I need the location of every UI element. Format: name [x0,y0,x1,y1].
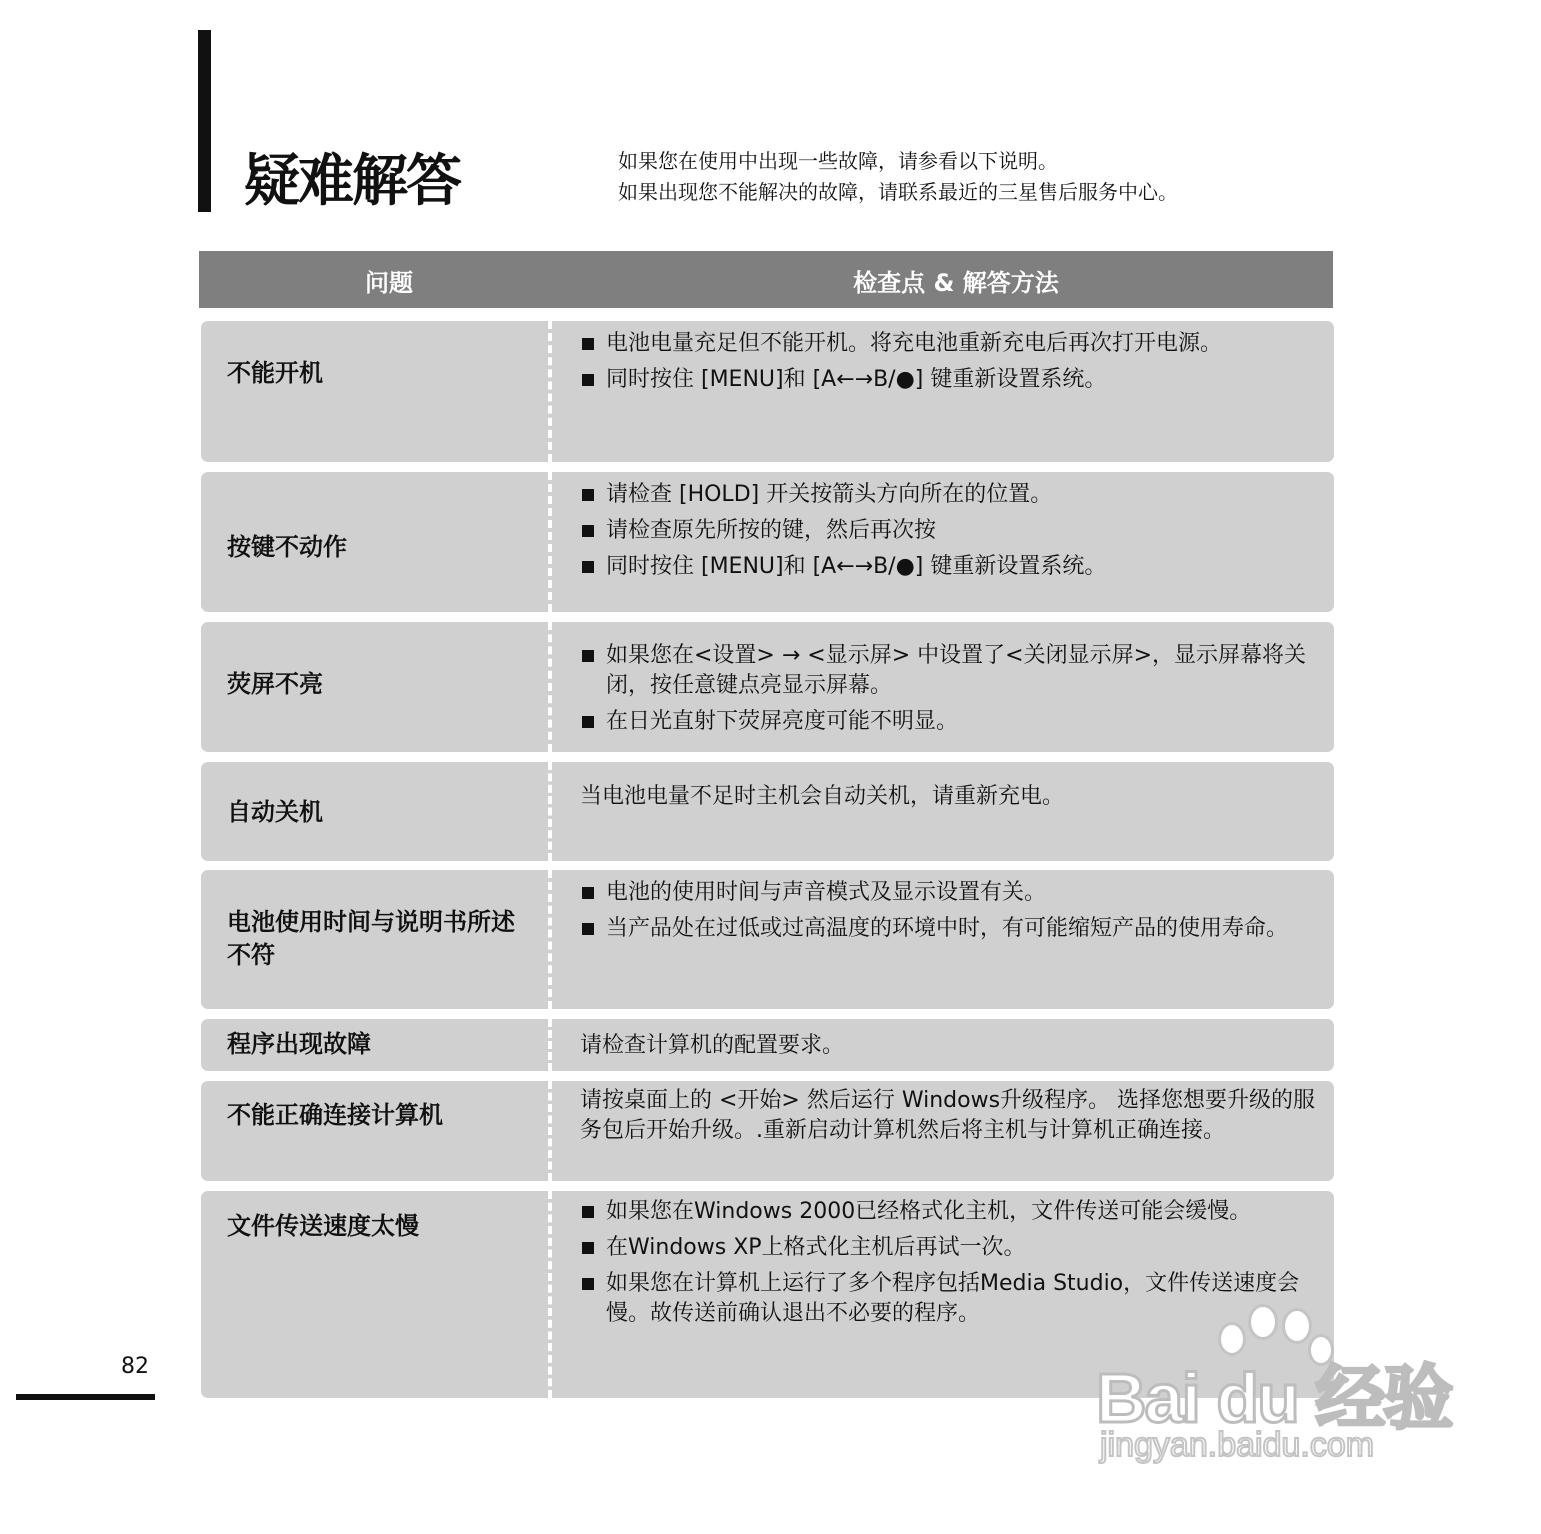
bullet-icon [582,1278,594,1290]
bullet-icon [582,525,594,537]
list-item: 电池的使用时间与声音模式及显示设置有关。 [580,878,1328,908]
intro-text [618,146,1178,208]
intro-line-2: 如果出现您不能解决的故障，请联系最近的三星售后服务中心。 [618,180,1178,204]
bullet-icon [582,561,594,573]
solution-cell [580,1031,1328,1061]
header-problem: 问题 [365,269,413,297]
bullet-icon [582,489,594,501]
bullet-icon [582,716,594,728]
list-item: 如果您在计算机上运行了多个程序包括Media Studio，文件传送速度会慢。故传送前确认退出不必要的程序。 [580,1269,1328,1329]
column-divider [548,622,552,752]
column-divider [548,472,552,612]
bullet-icon [582,650,594,662]
column-divider [548,321,552,462]
column-divider [548,1191,552,1398]
column-divider [548,762,552,861]
table-row [201,622,1334,752]
table-row [201,870,1334,1009]
list-item: 请检查 [HOLD] 开关按箭头方向所在的位置。 [580,480,1328,510]
table-row [201,321,1334,462]
watermark-brand: Bai du 经验 [1096,1359,1452,1437]
solution-cell [580,641,1328,743]
solution-text: 当电池电量不足时主机会自动关机，请重新充电。 [580,784,1065,809]
page-number: 82 [121,1354,149,1379]
solution-cell [580,1086,1328,1146]
problem-label: 按键不动作 [227,533,347,561]
bullet-icon [582,887,594,899]
column-divider [548,1019,552,1071]
list-item: 电池电量充足但不能开机。将充电池重新充电后再次打开电源。 [580,329,1328,359]
column-divider [548,1081,552,1181]
list-item: 在Windows XP上格式化主机后再试一次。 [580,1233,1328,1263]
paw-icon [1248,1304,1278,1340]
solution-text: 请检查计算机的配置要求。 [580,1033,845,1058]
problem-label: 自动关机 [227,798,323,826]
table-row [201,472,1334,612]
list-item: 同时按住 [MENU]和 [A←→B/●] 键重新设置系统。 [580,552,1328,582]
solution-cell [580,782,1328,812]
table-row [201,1019,1334,1071]
problem-label: 不能开机 [227,359,323,387]
list-item: 同时按住 [MENU]和 [A←→B/●] 键重新设置系统。 [580,365,1328,395]
bullet-icon [582,923,594,935]
intro-line-1: 如果您在使用中出现一些故障，请参看以下说明。 [618,149,1058,173]
page-number-rule [16,1394,155,1400]
list-item: 请检查原先所按的键，然后再次按 [580,516,1328,546]
page-title: 疑难解答 [244,149,460,214]
paw-icon [1282,1308,1312,1344]
baidu-watermark [1096,1300,1456,1480]
table-row [201,1081,1334,1181]
list-item: 如果您在Windows 2000已经格式化主机，文件传送可能会缓慢。 [580,1197,1328,1227]
solution-cell [580,329,1328,401]
bullet-icon [582,1206,594,1218]
problem-label: 程序出现故障 [227,1030,371,1058]
solution-cell [580,878,1328,950]
bullet-icon [582,1242,594,1254]
table-row [201,762,1334,861]
solution-cell [580,480,1328,588]
watermark-url: jingyan.baidu.com [1100,1426,1375,1464]
problem-label: 文件传送速度太慢 [227,1212,419,1240]
header-solution: 检查点 & 解答方法 [853,269,1059,297]
problem-label: 荧屏不亮 [227,670,323,698]
bullet-icon [582,374,594,386]
title-accent-bar [198,30,211,212]
solution-text: 请按桌面上的 <开始> 然后运行 Windows升级程序。 选择您想要升级的服务包后开始升级。.重新启动计算机然后将主机与计算机正确连接。 [580,1088,1316,1143]
list-item: 在日光直射下荧屏亮度可能不明显。 [580,707,1328,737]
bullet-icon [582,338,594,350]
list-item: 当产品处在过低或过高温度的环境中时，有可能缩短产品的使用寿命。 [580,914,1328,944]
problem-label: 不能正确连接计算机 [227,1101,443,1129]
problem-label: 电池使用时间与说明书所述不符 [227,908,515,969]
table-header [199,251,1333,308]
column-divider [548,870,552,1009]
list-item: 如果您在<设置> → <显示屏> 中设置了<关闭显示屏>，显示屏幕将关闭，按任意键点亮显示屏幕。 [580,641,1328,701]
